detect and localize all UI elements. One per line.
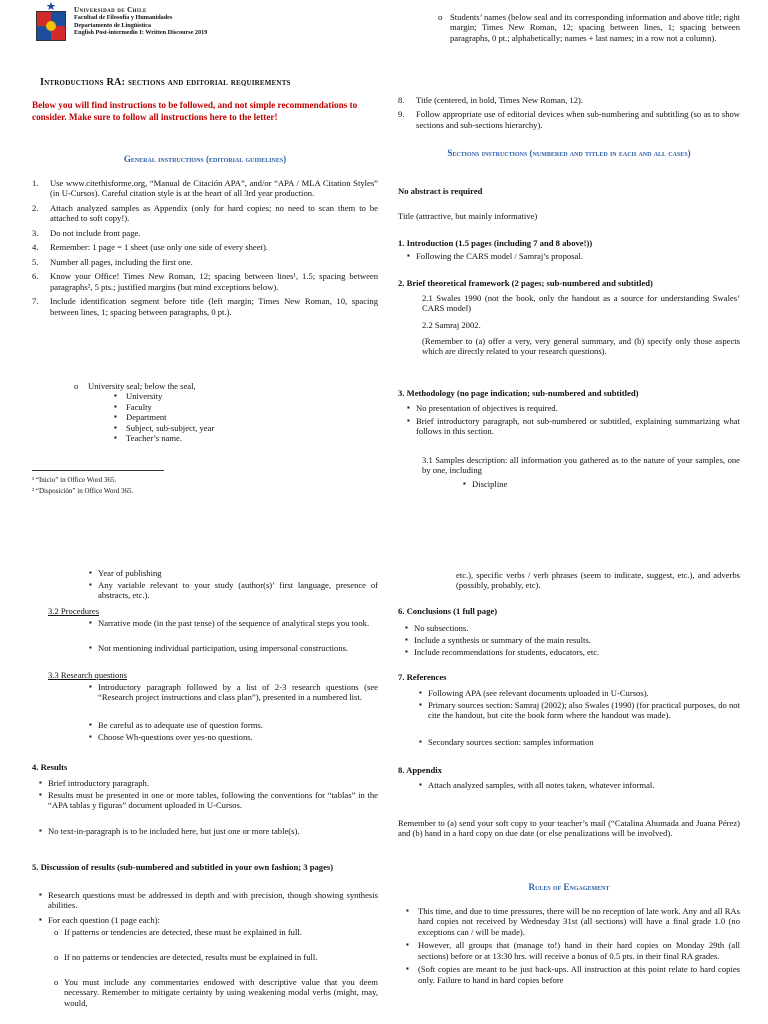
list-item: ▪ Year of publishing [62,568,378,578]
list-item: ▪ Primary sources section: Samraj (2002); also Swales (1990) (for practical purposes, do not cite the handout, but cite the book form where the handout was made). [392,700,740,721]
list-item: 9. Follow appropriate use of editorial devices when sub-numbering and subtitling (so as to show sections and sub-sections hierarchy). [398,109,740,130]
university-seal-icon [32,2,70,44]
list-item: o If patterns or tendencies are detected, these must be explained in full. [54,927,302,937]
list-item: ▪ Brief introductory paragraph. [22,778,378,788]
course-name: English Post-intermedio I: Written Discourse 2019 [74,29,208,37]
theory-2-2: 2.2 Samraj 2002. [422,320,481,330]
section-results: 4. Results [32,762,68,772]
remember-note: Remember to (a) send your soft copy to your teacher’s mail (“Catalina Ahumada and Juana Pérez) and (b) hand in a hard copy on due date (or else penalizations will be involved). [398,818,740,839]
title-note: Title (attractive, but mainly informative) [398,211,538,221]
samples-description: 3.1 Samples description: all information you gathered as to the nature of your samples, one by one, including [422,455,740,476]
footnote-1: ¹ “Inicio” in Office Word 365. [32,476,117,484]
list-item: ▪ This time, and due to time pressures, there will be no reception of late work. Any and all RAs hard copies not received by Wednesday 31st (all sections) will have a final grade 1.0 (no exceptions can / will be made). [398,906,740,937]
section-appendix: 8. Appendix [398,765,442,775]
theory-note: (Remember to (a) offer a very, very general summary, and (b) specify only those aspects which are directly related to your research questions). [422,336,740,357]
university-name: Universidad de Chile [74,6,147,14]
list-item: ▪ Brief introductory paragraph, not sub-numbered or subtitled, explaining summarizing what follows in this section. [390,416,740,437]
sections-instructions-heading: Sections instructions (numbered and titled in each and all cases) [447,148,691,158]
list-item: ▪ Include recommendations for students, educators, etc. [388,647,740,657]
section-discussion: 5. Discussion of results (sub-numbered and subtitled in your own fashion; 3 pages) [32,862,334,872]
list-item: ▪ Narrative mode (in the past tense) of the sequence of analytical steps you took. [62,618,378,628]
list-item: ▪ Introductory paragraph followed by a list of 2-3 research questions (see “Research project instructions and class plan”), presented in a numbered list. [62,682,378,703]
general-instructions-list [32,178,378,321]
faculty-name: Facultad de Filosofía y Humanidades [74,14,173,22]
page-bottom [0,560,768,1024]
list-item: ▪ Results must be presented in one or more tables, following the conventions for “tablas” in the “APA tablas y figuras” document uploaded in U-Cursos. [22,790,378,811]
general-instructions-heading: General instructions (editorial guidelines) [123,154,287,164]
list-item: ▪ Attach analyzed samples, with all notes taken, whatever informal. [392,780,740,790]
students-names-item: o Students’ names (below seal and its corresponding information and above title; right margin; Times New Roman, 12; spacing between lines, 1; spacing between paragraphs, 0 pt.; alphabetically; names + last names; in a row not a column). [438,12,740,43]
list-item: ▪ Secondary sources section: samples information [392,737,740,747]
list-item: ▪ No text-in-paragraph is to be included here, but just one or more table(s). [22,826,378,836]
rules-of-engagement-heading: Rules of Engagement [528,882,610,892]
theory-2-1: 2.1 Swales 1990 (not the book, only the handout as a source for understanding Swales’ CARS model) [422,293,740,314]
seal-sublist [32,380,378,444]
list-item: 2. Attach analyzed samples as Appendix (only for hard copies; no need to scan them to be attached to soft copy!). [32,202,378,224]
list-item: ▪ University [32,391,378,401]
page-title: Introductions RA: sections and editorial requirements [40,77,291,88]
list-item: ▪ Subject, sub-subject, year [32,423,378,433]
list-item: 6. Know your Office! Times New Roman, 12; spacing between lines¹, 1.5; spacing between paragraphs², 5 pts.; justified margins (but mind exceptions below). [32,271,378,292]
research-questions-heading: 3.3 Research questions [48,670,127,680]
list-item: ▪ Research questions must be addressed in depth and with precision, though showing synthesis abilities. [22,890,378,911]
list-item: ▪ Include a synthesis or summary of the main results. [388,635,740,645]
list-item: ▪ Faculty [32,402,378,412]
procedures-heading: 3.2 Procedures [48,606,100,616]
list-item: ▪ Teacher’s name. [32,433,378,443]
section-references: 7. References [398,672,447,682]
star-icon [46,2,56,10]
section-introduction: 1. Introduction (1.5 pages (including 7 and 8 above!)) [398,238,593,248]
footnote-divider [32,470,164,471]
warning-note: Below you will find instructions to be followed, and not simple recommendations to consider. Make sure to follow all instructions here to the letter! [32,100,358,122]
section-theory: 2. Brief theoretical framework (2 pages; sub-numbered and subtitled) [398,278,653,288]
list-item: 4. Remember: 1 page = 1 sheet (use only one side of every sheet). [32,242,268,253]
list-item: ▪ For each question (1 page each): [22,915,378,925]
department-name: Departamento de Lingüística [74,21,151,29]
list-item: ▪ Not mentioning individual participation, using impersonal constructions. [62,643,378,653]
general-instructions-list-cont [398,95,740,134]
list-item: ▪ Department [32,412,378,422]
list-item: 5. Number all pages, including the first one. [32,256,193,267]
section-conclusions: 6. Conclusions (1 full page) [398,606,498,616]
list-item: ▪ Discipline [446,479,740,489]
list-item: ▪ Following the CARS model / Samraj’s proposal. [390,251,740,261]
list-item: ▪ No subsections. [388,623,740,633]
list-item: o You must include any commentaries endowed with descriptive value that you deem necessary. Remember to mitigate certainty by using weakening modal verbs (might, may, would, [54,977,378,1008]
list-item: ▪ Choose Wh-questions over yes-no questions. [62,732,378,742]
list-item: ▪ Any variable relevant to your study (author(s)’ first language, presence of abstracts, etc.). [62,580,378,601]
list-item: ▪ (Soft copies are meant to be just back-ups. All instruction at this point relate to hard copies only. Failure to hand in hard copies before [398,964,740,985]
discussion-continued: etc.), specific verbs / verb phrases (seem to indicate, suggest, etc.), and adverbs (possibly, probably, etc). [456,570,740,591]
list-item: ▪ No presentation of objectives is required. [390,403,740,413]
list-item: ▪ However, all groups that (manage to!) hand in their hard copies on Monday 29th (all sections) before or at 13:30 hrs. will receive a bonus of 0.5 pts. in their final RA grades. [398,940,740,961]
list-item: o University seal; below the seal, [74,381,196,391]
list-item: ▪ Be careful as to adequate use of question forms. [62,720,378,730]
no-abstract-note: No abstract is required [398,186,483,196]
list-item: 3. Do not include front page. [32,227,141,238]
list-item: 8. Title (centered, in bold, Times New Roman, 12). [398,95,584,105]
list-item: ▪ Following APA (see relevant documents uploaded in U-Cursos). [392,688,740,698]
identification-segment [74,6,207,37]
section-methodology: 3. Methodology (no page indication; sub-numbered and subtitled) [398,388,639,398]
list-item: o If no patterns or tendencies are detected, results must be explained in full. [54,952,318,962]
rules-list [398,906,740,988]
footnote-2: ² “Disposición” in Office Word 365. [32,487,134,495]
list-item: 7. Include identification segment before title (left margin; Times New Roman, 10, spacing between lines, 1; spacing between paragraphs, 0 pt.). [32,296,378,317]
list-item: 1. Use www.citethisforme.org, “Manual de Citación APA”, and/or “APA / MLA Citation Styles” (in U-Cursos). Careful citation style is at the heart of all 3rd year production. [32,178,378,199]
